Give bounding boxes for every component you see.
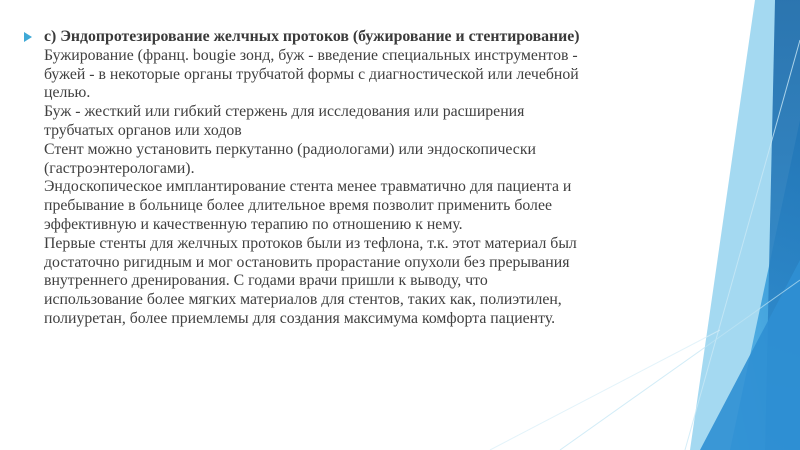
text-line: целью. [44,84,91,102]
deco-line-3 [490,330,720,450]
text-line: бужей - в некоторые органы трубчатой формы с диагностической или лечебной [44,65,579,83]
text-line: внутреннего дренирования. С годами врачи пришли к выводу, что [44,272,488,290]
text-line: Первые стенты для желчных протоков были из тефлона, т.к. этот материал был [44,234,577,252]
text-line: эффективную и качественную терапию по отношению к нему. [44,215,463,233]
text-line: Эндоскопическое имплантирование стента менее травматично для пациента и [44,178,572,196]
text-line: достаточно ригидным и мог остановить прорастание опухоли без прерывания [44,253,570,271]
text-line: Бужирование (франц. bougie зонд, буж - введение специальных инструментов - [44,46,578,64]
deco-shape-mid [730,120,800,450]
text-line: полиуретан, более приемлемы для создания максимума комфорта пациенту. [44,309,556,327]
content-area [24,28,674,329]
deco-shape-dark [765,0,800,450]
text-line: Стент можно установить перкутанно (радиологами) или эндоскопически [44,140,536,158]
triangle-bullet-icon [24,32,32,42]
deco-line-1 [685,40,800,450]
heading-line: с) Эндопротезирование желчных протоков (бужирование и стентирование) [44,28,580,45]
deco-shape-wedge [700,260,800,450]
body-text [44,28,674,329]
deco-shape-light [690,0,800,450]
text-line: (гастроэнтерологами). [44,159,195,177]
text-line: трубчатых органов или ходов [44,121,242,139]
text-line: использование более мягких материалов для стентов, таких как, полиэтилен, [44,291,562,309]
text-line: пребывание в больнице более длительное время позволит применить более [44,197,552,215]
text-line: Буж - жесткий или гибкий стержень для исследования или расширения [44,103,525,121]
